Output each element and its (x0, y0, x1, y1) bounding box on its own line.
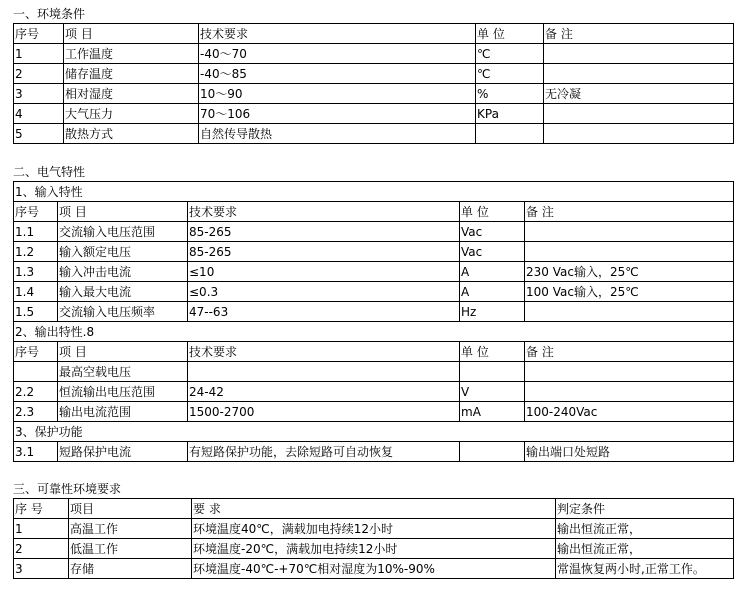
table-cell: 输入冲击电流 (58, 262, 188, 282)
table-cell: ≤10 (188, 262, 460, 282)
table-row (14, 559, 734, 579)
table-cell: 输出恒流正常， (556, 539, 734, 559)
table-cell: mA (460, 402, 525, 422)
reliability-table (13, 498, 734, 579)
table-cell: 100 Vac输入，25℃ (525, 282, 734, 302)
table-cell: 1.5 (14, 302, 58, 322)
table-cell (525, 242, 734, 262)
table-cell: 输入最大电流 (58, 282, 188, 302)
table-cell: 1.3 (14, 262, 58, 282)
table-cell: 低温工作 (69, 539, 192, 559)
table-cell: 1500-2700 (188, 402, 460, 422)
table-cell: 最高空载电压 (58, 362, 188, 382)
table-cell (188, 362, 460, 382)
table-header-row (14, 24, 734, 44)
table-cell: 1.2 (14, 242, 58, 262)
table-cell: 恒流输出电压范围 (58, 382, 188, 402)
table-cell: 1.1 (14, 222, 58, 242)
table-cell: 大气压力 (64, 104, 199, 124)
table-cell: 环境温度-40℃-+70℃相对湿度为10%-90% (192, 559, 556, 579)
table-cell: 交流输入电压频率 (58, 302, 188, 322)
section1-title: 一、环境条件 (13, 7, 86, 21)
table-cell: 散热方式 (64, 124, 199, 144)
table-cell (544, 64, 734, 84)
column-header: 项 目 (58, 202, 188, 222)
table-cell (460, 362, 525, 382)
table-cell: 3 (14, 559, 69, 579)
table-cell: Vac (460, 242, 525, 262)
table-cell (525, 302, 734, 322)
table-cell: 5 (14, 124, 64, 144)
table-row (14, 124, 734, 144)
table-cell: -40～70 (199, 44, 476, 64)
table-cell (544, 124, 734, 144)
section2-title: 二、电气特性 (13, 165, 86, 179)
table-row (14, 282, 734, 302)
table-cell: 常温恢复两小时,正常工作。 (556, 559, 734, 579)
electrical-table-body (14, 182, 734, 462)
table-row (14, 362, 734, 382)
table-cell (476, 124, 544, 144)
column-header: 技术要求 (199, 24, 476, 44)
column-header: 判定条件 (556, 499, 734, 519)
table-header-row (14, 499, 734, 519)
table-cell: 无冷凝 (544, 84, 734, 104)
table-cell: ≤0.3 (188, 282, 460, 302)
table-cell: 短路保护电流 (58, 442, 188, 462)
table-header-row (14, 342, 734, 362)
table-row (14, 44, 734, 64)
table-cell: 2.3 (14, 402, 58, 422)
environment-table-body (14, 24, 734, 144)
column-header: 序号 (14, 342, 58, 362)
section3-title: 三、可靠性环境要求 (13, 482, 122, 496)
column-header: 备 注 (525, 342, 734, 362)
table-cell (544, 104, 734, 124)
table-header-row (14, 202, 734, 222)
table-cell: 高温工作 (69, 519, 192, 539)
column-header: 技术要求 (188, 342, 460, 362)
table-cell: V (460, 382, 525, 402)
table-cell: 3 (14, 84, 64, 104)
table-cell: 相对湿度 (64, 84, 199, 104)
table-cell: ℃ (476, 64, 544, 84)
table-cell: % (476, 84, 544, 104)
subsection-protection-label: 3、保护功能 (14, 422, 734, 442)
table-cell: 环境温度40℃，满载加电持续12小时 (192, 519, 556, 539)
table-row (14, 64, 734, 84)
table-cell: 2 (14, 64, 64, 84)
table-cell: -40～85 (199, 64, 476, 84)
table-row (14, 382, 734, 402)
electrical-table (13, 181, 734, 462)
table-cell (525, 362, 734, 382)
column-header: 项 目 (64, 24, 199, 44)
table-row (14, 242, 734, 262)
table-cell (525, 382, 734, 402)
table-cell: 自然传导散热 (199, 124, 476, 144)
column-header: 要 求 (192, 499, 556, 519)
table-cell: A (460, 262, 525, 282)
table-cell: A (460, 282, 525, 302)
table-cell: 1 (14, 44, 64, 64)
column-header: 项 目 (58, 342, 188, 362)
column-header: 序号 (14, 24, 64, 44)
table-cell: 3.1 (14, 442, 58, 462)
subsection-protection (14, 422, 734, 442)
table-cell: ℃ (476, 44, 544, 64)
table-cell: 2 (14, 539, 69, 559)
table-cell: 存储 (69, 559, 192, 579)
table-cell (14, 362, 58, 382)
table-cell: Hz (460, 302, 525, 322)
subsection-output (14, 322, 734, 342)
column-header: 备 注 (544, 24, 734, 44)
reliability-table-body (14, 499, 734, 579)
table-cell (544, 44, 734, 64)
table-cell: 储存温度 (64, 64, 199, 84)
column-header: 单 位 (460, 342, 525, 362)
table-cell: 1.4 (14, 282, 58, 302)
table-row (14, 539, 734, 559)
subsection-input-label: 1、输入特性 (14, 182, 734, 202)
table-cell: 1 (14, 519, 69, 539)
column-header: 序号 (14, 202, 58, 222)
table-cell: KPa (476, 104, 544, 124)
subsection-output-label: 2、输出特性.8 (14, 322, 734, 342)
table-cell: 85-265 (188, 222, 460, 242)
table-row (14, 442, 734, 462)
table-row (14, 519, 734, 539)
table-cell: 输出端口处短路 (525, 442, 734, 462)
table-cell: Vac (460, 222, 525, 242)
column-header: 序 号 (14, 499, 69, 519)
table-row (14, 222, 734, 242)
table-row (14, 84, 734, 104)
table-cell: 2.2 (14, 382, 58, 402)
table-cell: 环境温度-20℃，满载加电持续12小时 (192, 539, 556, 559)
column-header: 单 位 (460, 202, 525, 222)
table-cell: 10～90 (199, 84, 476, 104)
table-cell (525, 222, 734, 242)
environment-table (13, 23, 734, 144)
table-cell: 85-265 (188, 242, 460, 262)
table-cell: 47--63 (188, 302, 460, 322)
table-cell: 24-42 (188, 382, 460, 402)
table-cell: 有短路保护功能，去除短路可自动恢复 (188, 442, 460, 462)
column-header: 技术要求 (188, 202, 460, 222)
table-row (14, 104, 734, 124)
column-header: 项目 (69, 499, 192, 519)
table-cell: 70～106 (199, 104, 476, 124)
table-cell: 交流输入电压范围 (58, 222, 188, 242)
table-row (14, 262, 734, 282)
table-cell: 230 Vac输入，25℃ (525, 262, 734, 282)
table-cell: 输入额定电压 (58, 242, 188, 262)
subsection-input (14, 182, 734, 202)
column-header: 单 位 (476, 24, 544, 44)
table-cell (460, 442, 525, 462)
table-cell: 4 (14, 104, 64, 124)
table-cell: 工作温度 (64, 44, 199, 64)
table-cell: 输出恒流正常， (556, 519, 734, 539)
table-row (14, 402, 734, 422)
column-header: 备 注 (525, 202, 734, 222)
table-row (14, 302, 734, 322)
table-cell: 100-240Vac (525, 402, 734, 422)
table-cell: 输出电流范围 (58, 402, 188, 422)
